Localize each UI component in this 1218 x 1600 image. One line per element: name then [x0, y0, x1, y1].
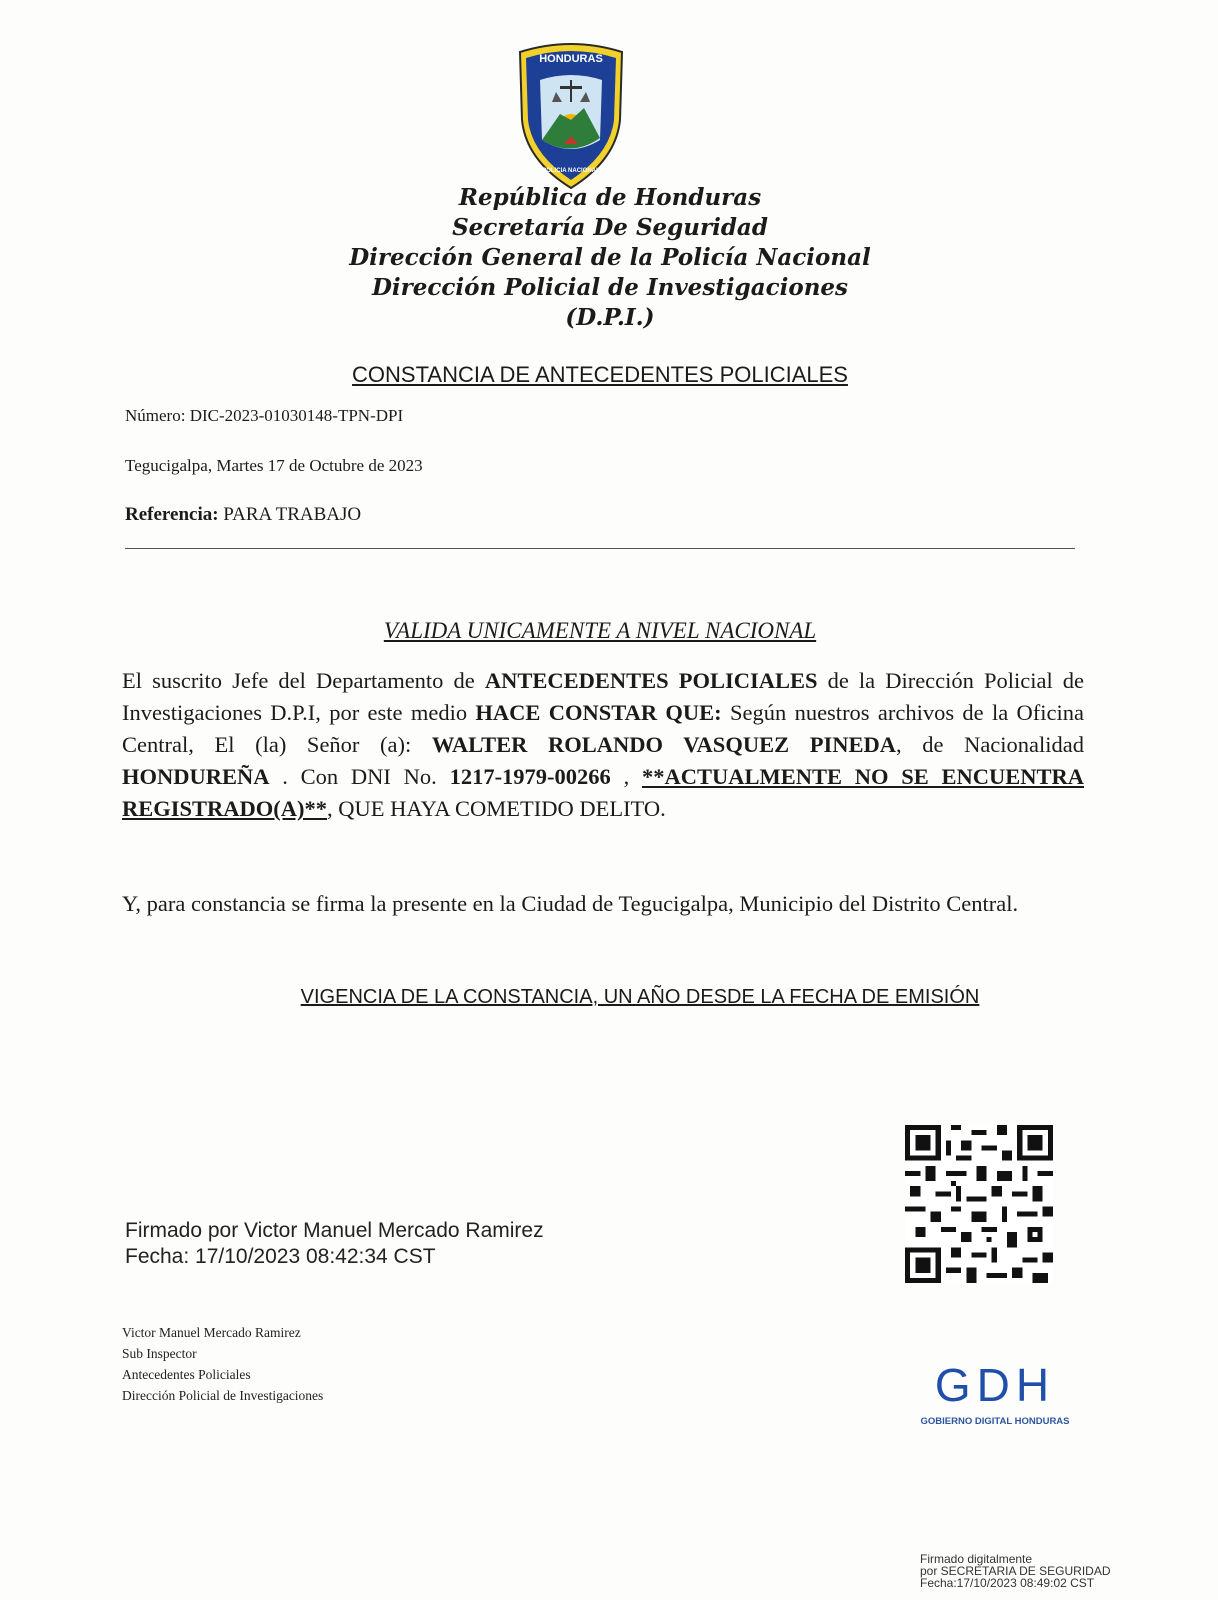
document-date: Tegucigalpa, Martes 17 de Octubre de 2023 [125, 456, 423, 475]
gdh-text: GOBIERNO DIGITAL HONDURAS [920, 1416, 1070, 1427]
referencia-label: Referencia: [125, 504, 219, 525]
validity-period: VIGENCIA DE LA CONSTANCIA, UN AÑO DESDE LA FECHA DE EMISIÓN [300, 986, 980, 1008]
police-emblem-logo [512, 40, 630, 190]
signer-rank: Sub Inspector [122, 1346, 197, 1361]
document-title: CONSTANCIA DE ANTECEDENTES POLICIALES [352, 362, 848, 387]
signer-name: Victor Manuel Mercado Ramirez [122, 1325, 301, 1340]
body-text-6: , [623, 764, 630, 789]
header-line-4: Dirección Policial de Investigaciones [371, 274, 848, 301]
body-text-1: El suscrito Jefe del Departamento de [122, 668, 475, 693]
nationality: HONDUREÑA [122, 764, 270, 789]
numero-label: Número: [125, 406, 186, 425]
header-line-3: Dirección General de la Policía Nacional [349, 244, 871, 271]
signed-by: Firmado por Victor Manuel Mercado Ramirez [125, 1219, 544, 1242]
header-line-5: (D.P.I.) [565, 304, 655, 331]
body-text-4: , de Nacionalidad [895, 732, 1085, 757]
signer-block [122, 1322, 323, 1406]
issuer-header [300, 183, 920, 333]
dni-number: 1217-1979-00266 [449, 764, 611, 789]
body-text-3: Según nuestros archivos de la Oficina Central, El (la) Señor (a): [122, 700, 1085, 757]
signature-date: Fecha: 17/10/2023 08:42:34 CST [125, 1245, 436, 1268]
electronic-signature-stamp [125, 1218, 544, 1270]
gdh-logo [905, 1358, 1085, 1448]
certificate-body [122, 665, 1084, 825]
divider [125, 548, 1075, 549]
emblem-bottom-text: POLICIA NACIONAL [542, 168, 600, 174]
record-status: **ACTUALMENTE NO SE ENCUENTRA REGISTRADO(A)** [122, 764, 1085, 821]
digital-line-3: Fecha:17/10/2023 08:49:02 CST [920, 1576, 1095, 1590]
qr-code [905, 1125, 1053, 1283]
emblem-top-text: HONDURAS [539, 53, 603, 65]
closing-paragraph: Y, para constancia se firma la presente en la Ciudad de Tegucigalpa, Municipio del Distrito Central. [122, 891, 1019, 916]
body-text-2: de la Dirección Policial de Investigaciones D.P.I, por este medio [122, 668, 1085, 725]
signer-division: Dirección Policial de Investigaciones [122, 1388, 324, 1403]
header-line-1: República de Honduras [458, 184, 762, 211]
numero-value: DIC-2023-01030148-TPN-DPI [189, 406, 404, 425]
body-text-5: . Con DNI No. [282, 764, 437, 789]
validity-scope: VALIDA UNICAMENTE A NIVEL NACIONAL [383, 618, 817, 643]
referencia-value: PARA TRABAJO [223, 504, 362, 525]
header-line-2: Secretaría De Seguridad [452, 214, 768, 241]
signer-department: Antecedentes Policiales [122, 1367, 251, 1382]
digital-signature-note [920, 1553, 1111, 1589]
document-number [125, 406, 403, 426]
hace-constar: HACE CONSTAR QUE: [475, 700, 722, 725]
document-reference [125, 504, 361, 526]
person-name: WALTER ROLANDO VASQUEZ PINEDA [431, 732, 896, 757]
digital-line-1: Firmado digitalmente [920, 1552, 1033, 1566]
gdh-mark: GDH [934, 1359, 1056, 1411]
department-name: ANTECEDENTES POLICIALES [484, 668, 818, 693]
body-text-7: , QUE HAYA COMETIDO DELITO. [327, 796, 666, 821]
digital-line-2: por SECRETARIA DE SEGURIDAD [920, 1564, 1111, 1578]
